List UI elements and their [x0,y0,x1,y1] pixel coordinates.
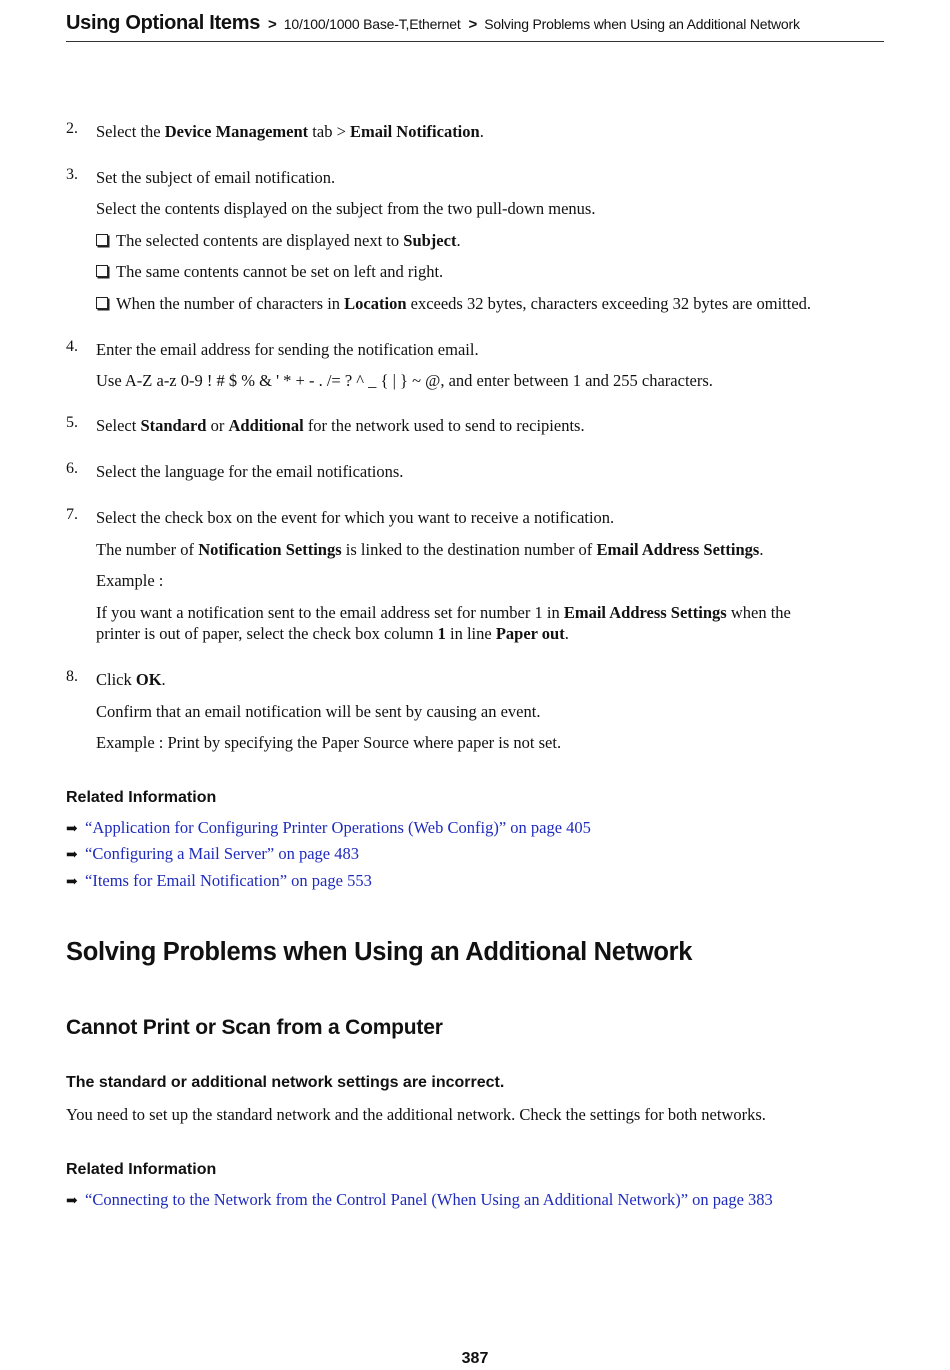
link-web-config[interactable]: “Application for Configuring Printer Operations (Web Config)” on page 405 [85,818,591,837]
link-connecting-network[interactable]: “Connecting to the Network from the Control Panel (When Using an Additional Network)” on page 383 [85,1190,773,1209]
step-number: 6. [66,460,78,477]
related-link-row [66,871,372,891]
arrow-right-icon: ➡ [66,875,78,890]
arrow-right-icon: ➡ [66,822,78,837]
related-link-row [66,1190,773,1210]
arrow-right-icon: ➡ [66,1194,78,1209]
breadcrumb-separator: > [268,16,277,33]
step-detail: Confirm that an email notification will be sent by causing an event. [96,702,541,721]
step-text: Click OK. [96,670,166,689]
step-number: 3. [66,166,78,183]
step-text: Select Standard or Additional for the network used to send to recipients. [96,416,585,435]
breadcrumb-separator: > [468,16,478,33]
related-information-heading: Related Information [66,789,217,806]
step-number: 8. [66,668,78,685]
step-text: Set the subject of email notification. [96,168,336,187]
step-detail: Example : Print by specifying the Paper Source where paper is not set. [96,733,562,752]
step-detail: If you want a notification sent to the email address set for number 1 in Email Address Settings when the [96,603,791,622]
subsection-title: Cannot Print or Scan from a Computer [66,1016,443,1039]
breadcrumb [66,12,884,42]
step-text: Select the check box on the event for which you want to receive a notification. [96,508,615,527]
checkbox-bullet-icon [96,265,108,277]
related-link-row [66,818,591,838]
step-detail: Use A-Z a-z 0-9 ! # $ % & ' * + - . /= ? ^ _ { | } ~ @, and enter between 1 and 255 characters. [96,371,713,390]
step-detail: printer is out of paper, select the check box column 1 in line Paper out. [96,624,569,643]
step-detail: The number of Notification Settings is linked to the destination number of Email Address Settings. [96,540,764,559]
related-link-row [66,844,359,864]
step-text: Enter the email address for sending the notification email. [96,340,479,359]
step-detail: Select the contents displayed on the subject from the two pull-down menus. [96,199,596,218]
step-text: Select the Device Management tab > Email Notification. [96,122,484,141]
bullet-item: When the number of characters in Location exceeds 32 bytes, characters exceeding 32 bytes are omitted. [96,294,811,314]
step-number: 7. [66,506,78,523]
step-number: 4. [66,338,78,355]
breadcrumb-section: Using Optional Items [66,12,261,34]
step-number: 2. [66,120,78,137]
arrow-right-icon: ➡ [66,848,78,863]
checkbox-bullet-icon [96,297,108,309]
bullet-item: The selected contents are displayed next to Subject. [96,231,461,251]
step-text: Select the language for the email notifications. [96,462,404,481]
checkbox-bullet-icon [96,234,108,246]
link-email-notification-items[interactable]: “Items for Email Notification” on page 553 [85,871,372,890]
link-mail-server[interactable]: “Configuring a Mail Server” on page 483 [85,844,360,863]
section-title: Solving Problems when Using an Additional Network [66,938,693,966]
page-number: 387 [461,1350,489,1367]
breadcrumb-item-current: Solving Problems when Using an Additional Network [484,16,800,32]
bullet-item: The same contents cannot be set on left and right. [96,262,443,282]
step-detail: Example : [96,571,164,590]
step-number: 5. [66,414,78,431]
problem-body: You need to set up the standard network and the additional network. Check the settings for both networks. [66,1105,766,1124]
problem-heading: The standard or additional network settings are incorrect. [66,1074,505,1091]
breadcrumb-item: 10/100/1000 Base-T,Ethernet [283,16,461,32]
related-information-heading: Related Information [66,1161,217,1178]
